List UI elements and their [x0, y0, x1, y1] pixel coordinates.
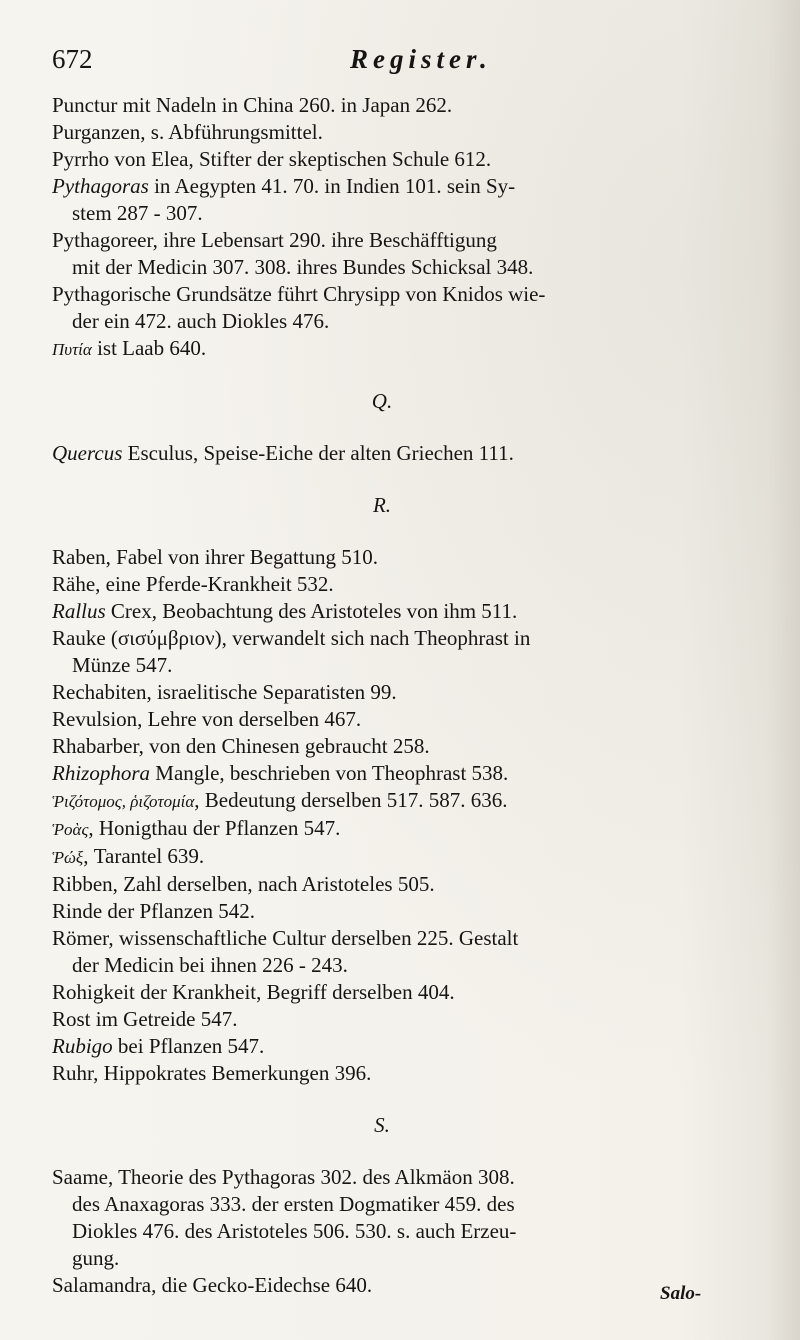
index-entry	[52, 1033, 752, 1060]
index-entry	[52, 760, 752, 787]
entry-text: , die Gecko-Eidechse 640.	[151, 1273, 373, 1297]
index-entry	[52, 843, 752, 871]
entry-lemma: Pyrrho	[52, 147, 110, 171]
entry-lemma: Ῥιζότομος, ῥιζοτομία	[52, 792, 195, 811]
section-gap	[52, 363, 752, 388]
entry-text: Esculus, Speise-Eiche der alten Griechen 111.	[122, 441, 514, 465]
index-entry	[52, 335, 752, 363]
entry-continuation: Münze 547.	[72, 653, 173, 677]
index-entry	[52, 119, 752, 146]
index-entry	[52, 815, 752, 843]
section-letter: R.	[372, 493, 392, 517]
entry-lemma: Raben	[52, 545, 106, 569]
entry-text: , Lehre von derselben 467.	[137, 707, 362, 731]
entry-text: , eine Pferde-Krankheit 532.	[95, 572, 334, 596]
entry-text: , ihre Lebensart 290. ihre Beschäfftigung	[152, 228, 497, 252]
entry-text: ist Laab 640.	[91, 336, 207, 360]
entry-lemma: Ῥοὰς	[52, 820, 89, 839]
entry-lemma: Pythagorische	[52, 282, 171, 306]
section-gap	[52, 467, 752, 492]
index-entries	[52, 92, 752, 1299]
entry-continuation: der Medicin bei ihnen 226 - 243.	[72, 953, 348, 977]
index-entry	[52, 1006, 752, 1033]
entry-lemma: Saame	[52, 1165, 108, 1189]
entry-text: Mangle, beschrieben von Theophrast 538.	[150, 761, 509, 785]
index-entry	[52, 979, 752, 1006]
entry-text: im Getreide 547.	[90, 1007, 238, 1031]
entry-lemma: Purganzen	[52, 120, 141, 144]
entry-lemma: Rallus	[52, 599, 106, 623]
index-entry	[52, 146, 752, 173]
index-entry	[52, 281, 752, 335]
entry-lemma: Pythagoreer	[52, 228, 153, 252]
index-entry	[52, 871, 752, 898]
index-entry	[52, 598, 752, 625]
entry-text: , Bedeutung derselben 517. 587. 636.	[194, 788, 508, 812]
entry-text: mit Nadeln in China 260. in Japan 262.	[117, 93, 453, 117]
section-letter: Q.	[371, 389, 393, 413]
index-entry	[52, 1272, 752, 1299]
entry-lemma: Salamandra	[52, 1273, 152, 1297]
entry-lemma: Rhabarber	[52, 734, 139, 758]
entry-lemma: Rechabiten	[52, 680, 147, 704]
index-entry	[52, 625, 752, 679]
entry-lemma: Revulsion	[52, 707, 138, 731]
entry-text: , israelitische Separatisten 99.	[146, 680, 397, 704]
entry-lemma: Punctur	[52, 93, 118, 117]
entry-continuation: Diokles 476. des Aristoteles 506. 530. s. auch Erzeu-	[72, 1219, 517, 1243]
section-gap	[52, 1139, 752, 1164]
entry-text: , Tarantel 639.	[83, 844, 205, 868]
index-entry	[52, 1164, 752, 1272]
entry-text: , s. Abführungsmittel.	[140, 120, 323, 144]
entry-text: der Pflanzen 542.	[102, 899, 255, 923]
index-entry	[52, 440, 752, 467]
entry-lemma: Rinde	[52, 899, 103, 923]
section-gap	[52, 519, 752, 544]
entry-text: Crex, Beobachtung des Aristoteles von ihm 511.	[105, 599, 518, 623]
entry-continuation: der ein 472. auch Diokles 476.	[72, 309, 330, 333]
entry-text: , Zahl derselben, nach Aristoteles 505.	[112, 872, 435, 896]
entry-text: der Krankheit, Begriff derselben 404.	[134, 980, 455, 1004]
entry-lemma: Rost	[52, 1007, 91, 1031]
index-entry	[52, 92, 752, 119]
index-entry	[52, 571, 752, 598]
entry-text: , Fabel von ihrer Begattung 510.	[105, 545, 379, 569]
entry-continuation: gung.	[72, 1246, 120, 1270]
entry-text: , Hippokrates Bemerkungen 396.	[93, 1061, 372, 1085]
running-title: Register.	[350, 44, 492, 74]
entry-text: Grundsätze führt Chrysipp von Knidos wie-	[170, 282, 546, 306]
entry-lemma: Ribben	[52, 872, 113, 896]
entry-text: (σισύμβριον), verwandelt sich nach Theophrast in	[105, 626, 531, 650]
entry-lemma: Ῥώξ	[52, 848, 84, 867]
entry-text: , von den Chinesen gebraucht 258.	[138, 734, 430, 758]
entry-lemma: Rhizophora	[52, 761, 151, 785]
section-letter: S.	[374, 1113, 390, 1137]
index-entry	[52, 1060, 752, 1087]
entry-lemma: Rohigkeit	[52, 980, 135, 1004]
entry-text: , wissenschaftliche Cultur derselben 225. Gestalt	[108, 926, 519, 950]
index-entry	[52, 925, 752, 979]
entry-text: , Theorie des Pythagoras 302. des Alkmäon 308.	[107, 1165, 515, 1189]
entry-text: bei Pflanzen 547.	[112, 1034, 265, 1058]
entry-continuation: des Anaxagoras 333. der ersten Dogmatiker 459. des	[72, 1192, 515, 1216]
index-entry	[52, 544, 752, 571]
page-header	[52, 44, 752, 84]
section-gap	[52, 415, 752, 440]
entry-lemma: Pythagoras	[52, 174, 149, 198]
entry-lemma: Rubigo	[52, 1034, 113, 1058]
entry-text: in Aegypten 41. 70. in Indien 101. sein Sy-	[148, 174, 516, 198]
page-number: 672	[52, 44, 93, 74]
entry-lemma: Rauke	[52, 626, 106, 650]
entry-continuation: stem 287 - 307.	[72, 201, 203, 225]
entry-lemma: Römer	[52, 926, 109, 950]
index-entry	[52, 706, 752, 733]
entry-lemma: Rähe	[52, 572, 96, 596]
section-gap	[52, 1087, 752, 1112]
catchword: Salo-	[660, 1283, 702, 1304]
index-entry	[52, 787, 752, 815]
index-entry	[52, 173, 752, 227]
entry-lemma: Quercus	[52, 441, 123, 465]
entry-text: von Elea, Stifter der skeptischen Schule 612.	[109, 147, 492, 171]
index-entry	[52, 679, 752, 706]
entry-continuation: mit der Medicin 307. 308. ihres Bundes Schicksal 348.	[72, 255, 534, 279]
entry-text: , Honigthau der Pflanzen 547.	[88, 816, 341, 840]
index-entry	[52, 733, 752, 760]
index-entry	[52, 227, 752, 281]
index-entry	[52, 898, 752, 925]
entry-lemma: Πυτία	[52, 340, 92, 359]
entry-lemma: Ruhr	[52, 1061, 94, 1085]
